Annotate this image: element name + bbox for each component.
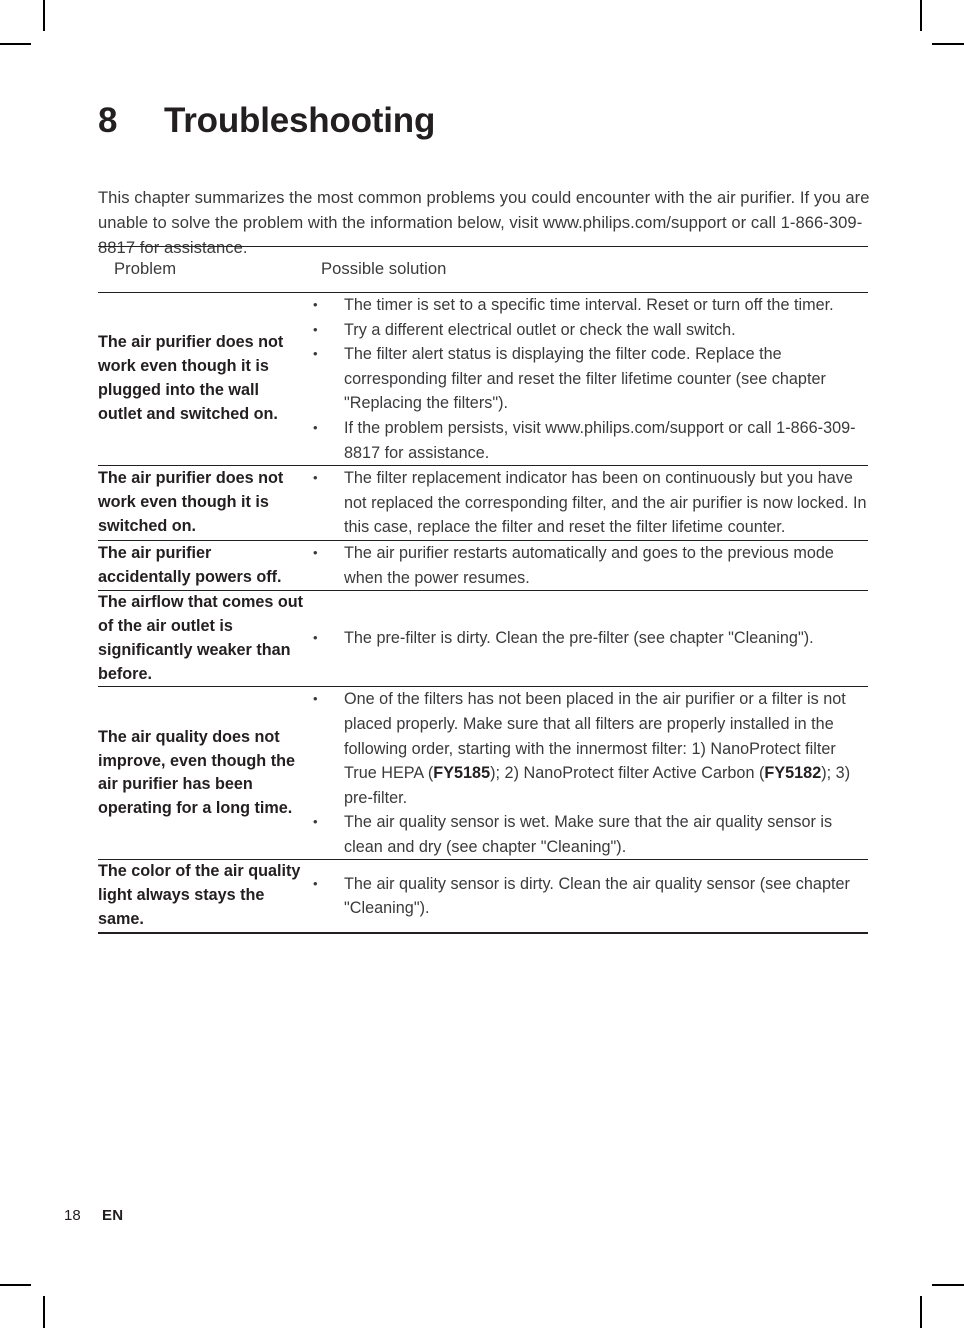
chapter-number: 8 — [98, 101, 118, 140]
solution-cell — [305, 540, 868, 590]
solution-item: • The air quality sensor is wet. Make sure that the air quality sensor is clean and dry (see chapter "Cleaning"). — [305, 810, 868, 859]
solution-item: • The filter replacement indicator has been on continuously but you have not replaced the corresponding filter, and the air purifier is now locked. In this case, replace the filter and reset the filter lifetime counter. — [305, 466, 868, 540]
table-row — [98, 860, 868, 933]
problem-cell: The air purifier accidentally powers off. — [98, 540, 305, 590]
table-header — [98, 247, 868, 293]
solution-cell — [305, 293, 868, 466]
solution-list — [305, 872, 868, 921]
page-title: Troubleshooting — [164, 101, 436, 140]
solution-list — [305, 687, 868, 859]
solution-list — [305, 626, 868, 651]
crop-mark-top-right-horizontal — [932, 43, 964, 45]
solution-cell — [305, 687, 868, 860]
table-row — [98, 687, 868, 860]
page-footer — [64, 1207, 123, 1224]
column-header-solution: Possible solution — [305, 247, 868, 293]
solution-item: • The air purifier restarts automatically and goes to the previous mode when the power resumes. — [305, 541, 868, 590]
solution-item: • The pre-filter is dirty. Clean the pre-filter (see chapter "Cleaning"). — [305, 626, 868, 651]
crop-mark-top-left-vertical — [43, 0, 45, 31]
solution-list — [305, 541, 868, 590]
solution-list — [305, 466, 868, 540]
solution-cell — [305, 466, 868, 541]
chapter-heading — [98, 101, 868, 141]
page-language: EN — [102, 1207, 124, 1224]
solution-item: • The air quality sensor is dirty. Clean the air quality sensor (see chapter "Cleaning"). — [305, 872, 868, 921]
troubleshooting-table — [98, 246, 868, 934]
problem-cell: The air purifier does not work even though it is switched on. — [98, 466, 305, 541]
crop-mark-bottom-right-horizontal — [932, 1284, 964, 1286]
table-row — [98, 466, 868, 541]
solution-list — [305, 293, 868, 465]
solution-item: • The filter alert status is displaying the filter code. Replace the corresponding filter and reset the filter lifetime counter (see chapter "Replacing the filters"). — [305, 342, 868, 416]
solution-cell — [305, 860, 868, 933]
problem-cell: The air purifier does not work even though it is plugged into the wall outlet and switched on. — [98, 293, 305, 466]
crop-mark-bottom-right-vertical — [920, 1296, 922, 1328]
crop-mark-top-left-horizontal — [0, 43, 31, 45]
page-number: 18 — [64, 1207, 81, 1224]
crop-mark-top-right-vertical — [920, 0, 922, 31]
column-header-problem: Problem — [98, 247, 305, 293]
table-row — [98, 591, 868, 687]
problem-cell: The air quality does not improve, even though the air purifier has been operating for a long time. — [98, 687, 305, 860]
intro-paragraph: This chapter summarizes the most common problems you could encounter with the air purifier. If you are unable to solve the problem with the information below, visit www.philips.com/support or call 1-866-309-8817 for assistance. — [98, 187, 870, 258]
table-row — [98, 540, 868, 590]
crop-mark-bottom-left-vertical — [43, 1296, 45, 1328]
solution-item: • The timer is set to a specific time interval. Reset or turn off the timer. — [305, 293, 868, 318]
solution-cell — [305, 591, 868, 687]
solution-item: • One of the filters has not been placed in the air purifier or a filter is not placed properly. Make sure that all filters are properly installed in the following order, starting with the innermost filter: 1) NanoProtect filter True HEPA (FY5185); 2) NanoProtect filter Active Carbon (FY5182); 3) pre-filter. — [305, 687, 868, 810]
solution-item: • Try a different electrical outlet or check the wall switch. — [305, 318, 868, 343]
problem-cell: The airflow that comes out of the air outlet is significantly weaker than before. — [98, 591, 305, 687]
table-body — [98, 293, 868, 933]
table-row — [98, 293, 868, 466]
problem-cell: The color of the air quality light always stays the same. — [98, 860, 305, 933]
solution-item: • If the problem persists, visit www.philips.com/support or call 1-866-309-8817 for assistance. — [305, 416, 868, 465]
table-header-row — [98, 247, 868, 293]
crop-mark-bottom-left-horizontal — [0, 1284, 31, 1286]
